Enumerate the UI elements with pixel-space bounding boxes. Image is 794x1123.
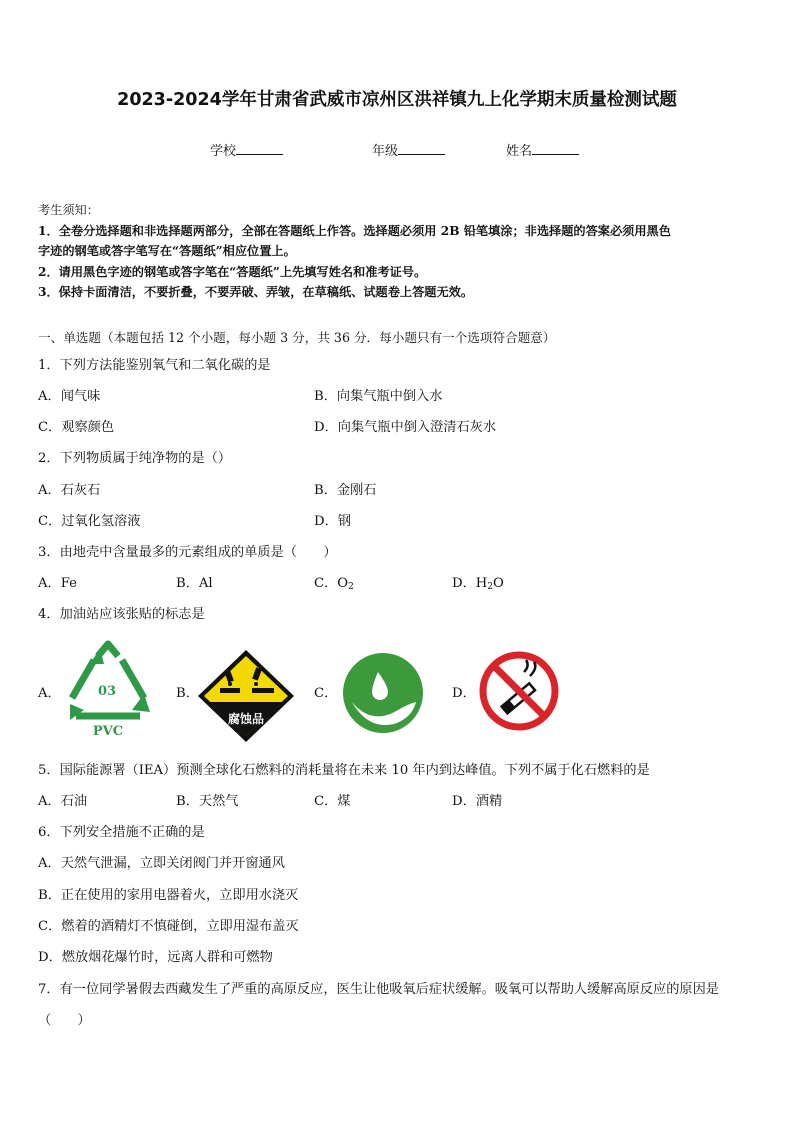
q3-option-c [314,572,354,592]
q6-option-a: A．天然气泄漏，立即关闭阀门并开窗通风 [38,856,285,871]
q3-option-d-subscript: 2 [487,582,493,592]
recycle-pvc-icon [60,640,156,738]
q4-option-c: C． [314,686,338,701]
school-label: 学校 [210,144,237,159]
no-smoking-icon [478,650,560,732]
grade-field [372,140,445,159]
grade-label: 年级 [372,144,399,159]
q1-option-d: D．向集气瓶中倒入澄清石灰水 [314,420,497,435]
q4-option-a: A． [38,686,61,701]
q5-option-b: B．天然气 [176,794,239,809]
corrosive-warning-icon [196,648,296,744]
recycle-arrows-icon [72,644,144,716]
school-blank [236,142,283,155]
q2-option-a: A．石灰石 [38,483,101,498]
q3-option-c-text: C．O [314,576,349,591]
notice-heading: 考生须知： [38,203,99,217]
q5-stem: 5．国际能源署（IEA）预测全球化石燃料的消耗量将在未来 10 年内到达峰值。下列不属于化石燃料的是 [38,763,650,778]
q4-stem: 4．加油站应该张贴的标志是 [38,607,205,622]
q6-stem: 6．下列安全措施不正确的是 [38,825,205,840]
q7-stem: 7．有一位同学暑假去西藏发生了严重的高原反应，医生让他吸氧后症状缓解。吸氧可以帮助人缓解高原反应的原因是 [38,982,719,997]
q5-option-d: D．酒精 [452,794,503,809]
q1-stem: 1．下列方法能鉴别氧气和二氧化碳的是 [38,358,271,373]
q3-option-b: B．Al [176,576,213,591]
recycle-number: 03 [97,684,117,699]
notice-item-3: 3．保持卡面清洁，不要折叠，不要弄破、弄皱，在草稿纸、试题卷上答题无效。 [38,285,474,299]
q6-option-c: C．燃着的酒精灯不慎碰倒，立即用湿布盖灭 [38,919,299,934]
page-title: 2023-2024学年甘肃省武威市凉州区洪祥镇九上化学期末质量检测试题 [117,90,677,110]
notice-item-1-cont: 字迹的钢笔或答字笔写在“答题纸”相应位置上。 [38,244,296,258]
q3-option-a: A．Fe [38,576,77,591]
q1-option-c: C．观察颜色 [38,420,115,435]
q4-option-b: B． [176,686,199,701]
q5-option-c: C．煤 [314,794,351,809]
notice-item-2: 2．请用黑色字迹的钢笔或答字笔在“答题纸”上先填写姓名和准考证号。 [38,264,427,279]
name-label: 姓名 [506,144,533,159]
school-field [210,140,283,159]
q6-option-d: D．燃放烟花爆竹时，远离人群和可燃物 [38,950,273,965]
q2-option-c: C．过氧化氢溶液 [38,514,141,529]
corrosive-label: 腐蚀品 [227,712,265,726]
q1-option-b: B．向集气瓶中倒入水 [314,389,443,404]
q7-answer-paren: （ ） [38,1013,91,1028]
section-heading: 一、单选题（本题包括 12 个小题，每小题 3 分，共 36 分．每小题只有一个选项符合题意） [38,330,556,345]
q3-option-c-subscript: 2 [348,582,354,592]
recycle-pvc-label: PVC [92,724,124,738]
q3-option-d [452,572,504,592]
water-saving-icon [342,652,424,734]
q6-option-b: B．正在使用的家用电器着火，立即用水浇灭 [38,888,299,903]
exam-notice [38,200,758,303]
q2-option-d: D．钢 [314,514,351,529]
grade-blank [398,142,445,155]
q3-option-d-text: D．H [452,576,488,591]
q1-option-a: A．闻气味 [38,389,101,404]
q4-option-d: D． [452,686,476,701]
q3-option-d-suffix: O [493,576,504,591]
notice-item-1: 1．全卷分选择题和非选择题两部分，全部在答题纸上作答。选择题必须用 2B 铅笔填涂；非选择题的答案必须用黑色 [38,223,671,238]
name-blank [532,142,579,155]
q2-option-b: B．金刚石 [314,483,377,498]
q3-stem: 3．由地壳中含量最多的元素组成的单质是（ ） [38,545,337,560]
q2-stem: 2．下列物质属于纯净物的是（） [38,451,232,466]
q5-option-a: A．石油 [38,794,88,809]
name-field [506,140,579,159]
